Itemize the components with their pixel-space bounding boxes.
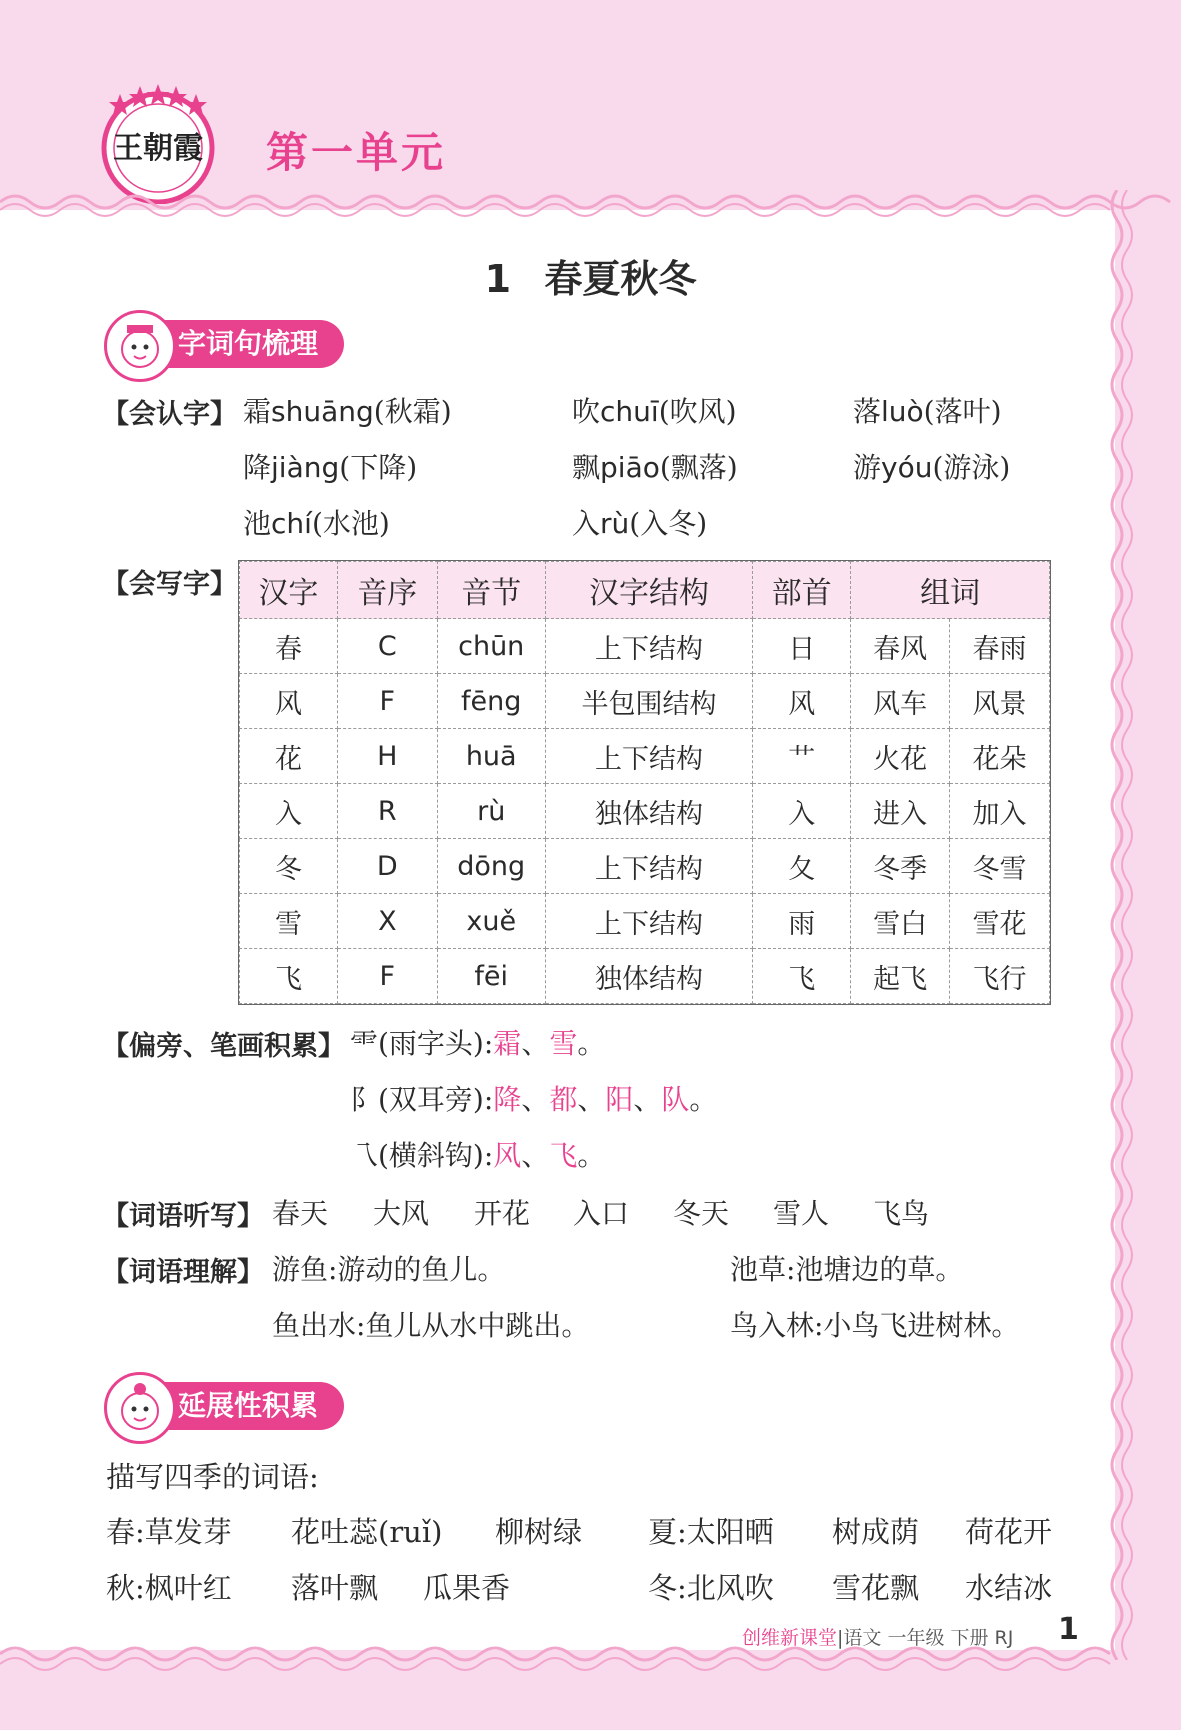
table-cell: 起飞 xyxy=(851,949,950,1004)
table-cell: 冬季 xyxy=(851,839,950,894)
table-cell: huā xyxy=(437,729,545,784)
season-word: 柳树绿 xyxy=(495,1515,583,1549)
season-word: 冬:北风吹 xyxy=(648,1571,774,1605)
table-header: 组词 xyxy=(851,562,1050,619)
section-tag-extension xyxy=(108,1382,344,1430)
table-cell: rù xyxy=(437,784,545,839)
understand-item: 鸟入林:小鸟飞进树林。 xyxy=(730,1309,1020,1342)
table-cell: 火花 xyxy=(851,729,950,784)
radical-line: ⻗(雨字头):霜、雪。 xyxy=(350,1027,606,1060)
table-cell: 加入 xyxy=(950,784,1050,839)
table-cell: R xyxy=(337,784,437,839)
table-cell: 风 xyxy=(240,674,338,729)
dictation-word: 飞鸟 xyxy=(873,1197,930,1230)
seasons-intro: 描写四季的词语: xyxy=(106,1460,319,1494)
recognize-item: 游yóu(游泳) xyxy=(853,451,1011,484)
table-cell: 冬雪 xyxy=(950,839,1050,894)
recognize-item: 霜shuāng(秋霜) xyxy=(243,395,452,428)
table-cell: 飞行 xyxy=(950,949,1050,1004)
table-header: 汉字结构 xyxy=(545,562,753,619)
recognize-item: 入rù(入冬) xyxy=(572,507,708,540)
table-cell: fēi xyxy=(437,949,545,1004)
table-cell: 雪白 xyxy=(851,894,950,949)
table-cell: D xyxy=(337,839,437,894)
table-cell: 上下结构 xyxy=(545,619,753,674)
svg-text:王朝霞: 王朝霞 xyxy=(113,131,203,166)
season-word: 荷花开 xyxy=(965,1515,1053,1549)
table-cell: X xyxy=(337,894,437,949)
table-cell: F xyxy=(337,674,437,729)
table-cell: 艹 xyxy=(753,729,851,784)
table-cell: 风景 xyxy=(950,674,1050,729)
section-tag-words xyxy=(108,320,344,368)
table-cell: 上下结构 xyxy=(545,729,753,784)
table-cell: chūn xyxy=(437,619,545,674)
understand-item: 游鱼:游动的鱼儿。 xyxy=(272,1253,506,1286)
page-number: 1 xyxy=(1058,1612,1079,1647)
recognize-item: 降jiàng(下降) xyxy=(243,451,418,484)
table-cell: 独体结构 xyxy=(545,784,753,839)
season-word: 花吐蕊(ruǐ) xyxy=(291,1515,443,1549)
lesson-number: 1 xyxy=(484,257,512,301)
table-cell: 半包围结构 xyxy=(545,674,753,729)
section-title: 延展性积累 xyxy=(178,1389,319,1422)
understand-item: 鱼出水:鱼儿从水中跳出。 xyxy=(272,1309,590,1342)
dictation-word: 入口 xyxy=(573,1197,630,1230)
table-header-row xyxy=(240,562,1050,619)
recognize-item: 落luò(落叶) xyxy=(853,395,1002,428)
lesson-title xyxy=(0,248,1181,303)
table-cell: 入 xyxy=(240,784,338,839)
table-header: 音序 xyxy=(337,562,437,619)
mascot-icon xyxy=(104,1372,176,1444)
dictation-word: 大风 xyxy=(373,1197,430,1230)
wave-border-top xyxy=(0,184,1181,220)
table-row xyxy=(240,839,1050,894)
footer xyxy=(742,1623,1013,1650)
table-cell: 春风 xyxy=(851,619,950,674)
season-word: 落叶飘 xyxy=(291,1571,379,1605)
section-title: 字词句梳理 xyxy=(178,327,319,360)
dictation-word: 冬天 xyxy=(673,1197,730,1230)
season-word: 瓜果香 xyxy=(423,1571,511,1605)
recognize-item: 池chí(水池) xyxy=(243,507,390,540)
table-cell: 雨 xyxy=(753,894,851,949)
table-header: 部首 xyxy=(753,562,851,619)
table-cell: dōng xyxy=(437,839,545,894)
radicals-label: 【偏旁、笔画积累】 xyxy=(102,1031,345,1062)
table-header: 汉字 xyxy=(240,562,338,619)
table-row xyxy=(240,784,1050,839)
understand-item: 池草:池塘边的草。 xyxy=(730,1253,964,1286)
table-cell: H xyxy=(337,729,437,784)
write-label: 【会写字】 xyxy=(102,569,237,600)
table-cell: 花朵 xyxy=(950,729,1050,784)
table-cell: 夂 xyxy=(753,839,851,894)
table-cell: xuě xyxy=(437,894,545,949)
dictation-word: 开花 xyxy=(474,1197,531,1230)
write-table xyxy=(239,561,1050,1004)
table-cell: 花 xyxy=(240,729,338,784)
table-cell: 春 xyxy=(240,619,338,674)
recognize-label: 【会认字】 xyxy=(102,399,237,430)
table-cell: fēng xyxy=(437,674,545,729)
season-word: 夏:太阳晒 xyxy=(648,1515,774,1549)
mascot-icon xyxy=(104,310,176,382)
season-word: 秋:枫叶红 xyxy=(106,1571,232,1605)
table-cell: 雪 xyxy=(240,894,338,949)
recognize-item: 飘piāo(飘落) xyxy=(572,451,738,484)
lesson-name: 春夏秋冬 xyxy=(544,257,697,301)
season-word: 春:草发芽 xyxy=(106,1515,232,1549)
dictation-word: 雪人 xyxy=(773,1197,830,1230)
season-word: 水结冰 xyxy=(965,1571,1053,1605)
table-cell: 飞 xyxy=(240,949,338,1004)
dictation-word: 春天 xyxy=(272,1197,329,1230)
footer-brand: 创维新课堂 xyxy=(742,1627,838,1649)
wave-border-right xyxy=(1103,190,1143,1660)
unit-title: 第一单元 xyxy=(266,128,447,177)
table-row xyxy=(240,619,1050,674)
table-cell: 上下结构 xyxy=(545,894,753,949)
table-cell: 风车 xyxy=(851,674,950,729)
table-row xyxy=(240,894,1050,949)
table-row xyxy=(240,674,1050,729)
footer-info: |语文 一年级 下册 RJ xyxy=(837,1627,1014,1649)
table-cell: 飞 xyxy=(753,949,851,1004)
table-cell: 风 xyxy=(753,674,851,729)
table-cell: 冬 xyxy=(240,839,338,894)
table-cell: 上下结构 xyxy=(545,839,753,894)
radical-line: 阝(双耳旁):降、都、阳、队。 xyxy=(350,1083,718,1116)
table-row xyxy=(240,949,1050,1004)
table-row xyxy=(240,729,1050,784)
recognize-item: 吹chuī(吹风) xyxy=(572,395,737,428)
table-cell: 春雨 xyxy=(950,619,1050,674)
understand-label: 【词语理解】 xyxy=(102,1257,264,1288)
table-cell: 进入 xyxy=(851,784,950,839)
table-cell: F xyxy=(337,949,437,1004)
table-header: 音节 xyxy=(437,562,545,619)
season-word: 雪花飘 xyxy=(832,1571,920,1605)
season-word: 树成荫 xyxy=(832,1515,920,1549)
table-cell: C xyxy=(337,619,437,674)
radical-line: 乁(横斜钩):风、飞。 xyxy=(350,1139,606,1172)
dictation-label: 【词语听写】 xyxy=(102,1201,264,1232)
table-cell: 雪花 xyxy=(950,894,1050,949)
table-cell: 日 xyxy=(753,619,851,674)
table-cell: 入 xyxy=(753,784,851,839)
table-cell: 独体结构 xyxy=(545,949,753,1004)
